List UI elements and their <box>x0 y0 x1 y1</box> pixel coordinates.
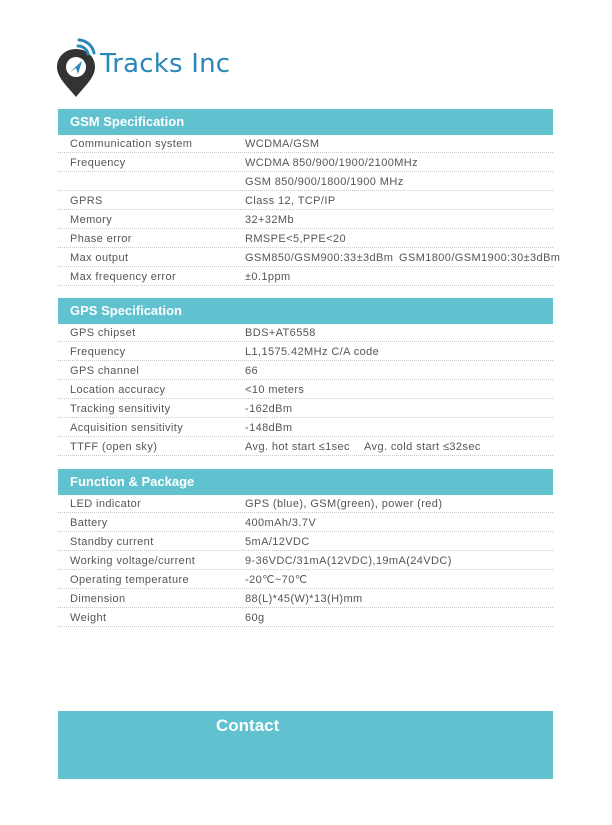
contact-title: Contact <box>216 716 280 735</box>
spec-label: LED indicator <box>70 498 142 510</box>
gsm-section-header: GSM Specification <box>58 109 553 135</box>
spec-value: 60g <box>245 612 265 624</box>
spec-row <box>58 589 553 608</box>
spec-label: Tracking sensitivity <box>70 403 171 415</box>
spec-row <box>58 608 553 627</box>
spec-row <box>58 380 553 399</box>
spec-row <box>58 210 553 229</box>
spec-label: TTFF (open sky) <box>70 441 158 453</box>
spec-label: Phase error <box>70 233 132 245</box>
spec-row <box>58 437 553 456</box>
spec-label: Max frequency error <box>70 271 177 283</box>
spec-label: Communication system <box>70 138 193 150</box>
location-pin-icon <box>57 49 95 97</box>
spec-row <box>58 551 553 570</box>
spec-value: 88(L)*45(W)*13(H)mm <box>245 593 363 605</box>
spec-value: Avg. hot start ≤1sec <box>245 441 350 453</box>
spec-value: 5mA/12VDC <box>245 536 310 548</box>
gps-spec-table <box>58 324 553 456</box>
spec-row <box>58 191 553 210</box>
gsm-spec-table <box>58 135 561 286</box>
spec-value: Class 12, TCP/IP <box>245 195 336 207</box>
spec-value: ±0.1ppm <box>245 271 291 283</box>
function-spec-table <box>58 495 553 627</box>
spec-value: L1,1575.42MHz C/A code <box>245 346 380 358</box>
spec-label: Working voltage/current <box>70 555 196 567</box>
spec-label: GPS channel <box>70 365 140 377</box>
spec-value-secondary: GSM1800/GSM1900:30±3dBm <box>399 252 561 264</box>
gps-section-header: GPS Specification <box>58 298 553 324</box>
spec-value: -162dBm <box>245 403 293 415</box>
spec-label: GPS chipset <box>70 327 136 339</box>
spec-row <box>58 229 553 248</box>
spec-value: 400mAh/3.7V <box>245 517 317 529</box>
spec-row <box>58 399 553 418</box>
spec-row <box>58 342 553 361</box>
spec-label: Location accuracy <box>70 384 166 396</box>
spec-row <box>58 172 553 191</box>
spec-label: Frequency <box>70 157 126 169</box>
spec-value: -148dBm <box>245 422 293 434</box>
spec-label: Memory <box>70 214 113 226</box>
spec-row <box>58 418 553 437</box>
spec-row <box>58 495 553 513</box>
spec-value: GPS (blue), GSM(green), power (red) <box>245 498 443 510</box>
spec-row <box>58 570 553 589</box>
spec-value: GSM850/GSM900:33±3dBm <box>245 252 394 264</box>
spec-value: BDS+AT6558 <box>245 327 316 339</box>
spec-row <box>58 361 553 380</box>
spec-label: Max output <box>70 252 129 264</box>
spec-label: Frequency <box>70 346 126 358</box>
spec-value: 9-36VDC/31mA(12VDC),19mA(24VDC) <box>245 555 452 567</box>
spec-value-secondary: Avg. cold start ≤32sec <box>364 441 481 453</box>
spec-value: RMSPE<5,PPE<20 <box>245 233 346 245</box>
spec-label: Weight <box>70 612 107 624</box>
spec-row <box>58 248 561 267</box>
spec-value: WCDMA/GSM <box>245 138 320 150</box>
spec-label: GPRS <box>70 195 103 207</box>
spec-label: Dimension <box>70 593 126 605</box>
spec-value: -20℃~70℃ <box>245 574 308 586</box>
function-section-header: Function & Package <box>58 469 553 495</box>
spec-label: Battery <box>70 517 108 529</box>
contact-panel <box>58 711 553 779</box>
brand-name: Tracks Inc <box>100 49 231 79</box>
spec-value: <10 meters <box>245 384 305 396</box>
spec-row <box>58 153 553 172</box>
spec-value: GSM 850/900/1800/1900 MHz <box>245 176 404 188</box>
spec-value: 66 <box>245 365 259 377</box>
spec-row <box>58 513 553 532</box>
spec-label: Acquisition sensitivity <box>70 422 184 434</box>
spec-label: Operating temperature <box>70 574 190 586</box>
spec-row <box>58 135 553 153</box>
spec-value: 32+32Mb <box>245 214 294 226</box>
spec-row <box>58 532 553 551</box>
spec-row <box>58 324 553 342</box>
spec-value: WCDMA 850/900/1900/2100MHz <box>245 157 419 169</box>
spec-row <box>58 267 553 286</box>
spec-label: Standby current <box>70 536 154 548</box>
